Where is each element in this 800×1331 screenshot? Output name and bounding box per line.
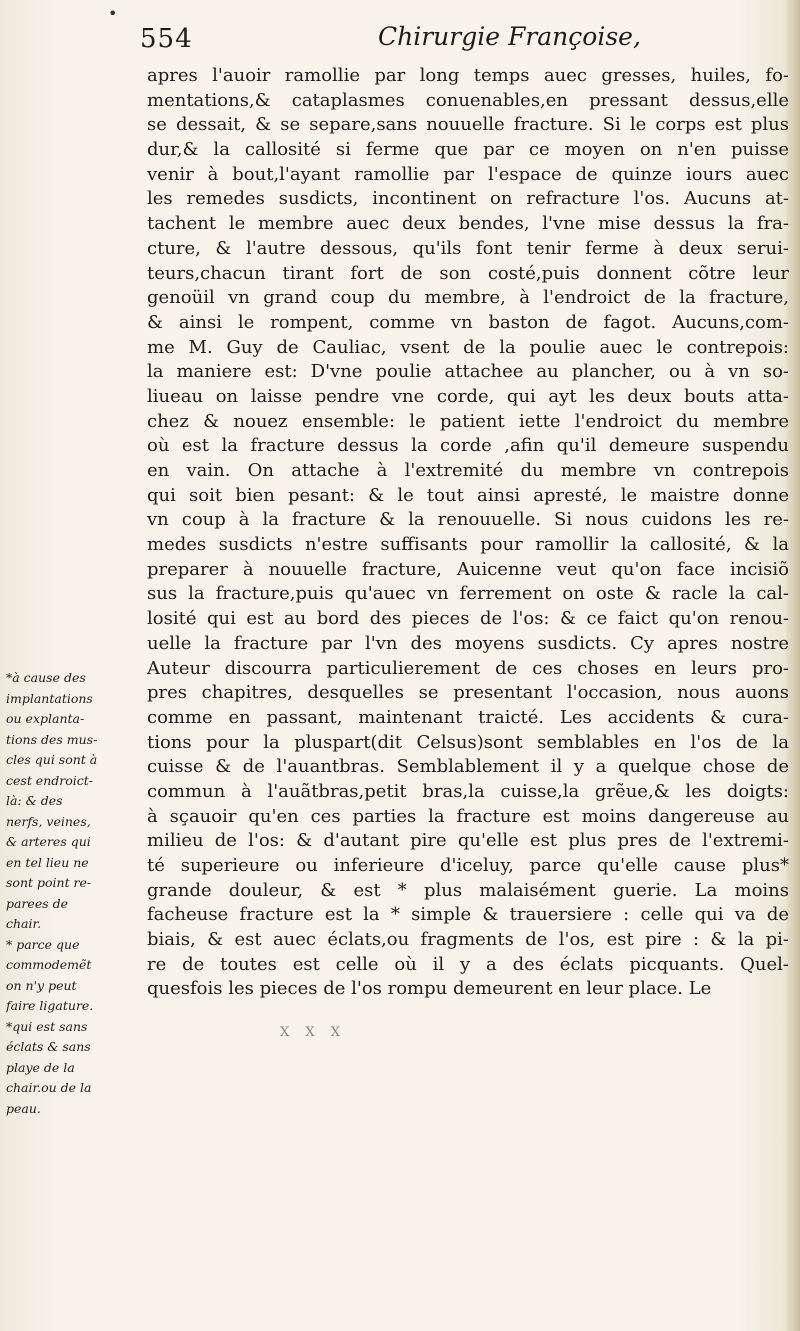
margin-note-line: peau. [6,1100,41,1116]
text-line: tachent le membre auec deux bendes, l'vne mise dessus la fra- [147,213,789,235]
text-line: apres l'auoir ramollie par long temps auec gresses, huiles, fo- [147,65,789,86]
text-line: en vain. On attache à l'extremité du membre vn contrepois [147,460,789,481]
margin-note-line: cest endroict- [6,772,94,788]
margin-note-line: implantations [6,690,93,706]
text-line: où est la fracture dessus la corde ,afin qu'il demeure suspendu [147,435,789,457]
text-line: liueau on laisse pendre vne corde, qui ayt les deux bouts atta- [147,385,789,407]
margin-note-line: chair.ou de la [6,1080,92,1095]
text-line: & ainsi le rompent, comme vn baston de fagot. Aucuns,com- [147,311,789,333]
text-line: vn coup à la fracture & la renouuelle. Si nous cuidons les re- [147,509,789,531]
margin-note-line: éclats & sans [6,1039,91,1054]
text-line: me M. Guy de Cauliac, vsent de la poulie auec le contrepois: [147,336,789,358]
text-line: Auteur discourra particulierement de ces choses en leurs pro- [147,657,789,679]
margin-note-line: parees de [6,895,69,911]
text-line: preparer à nouuelle fracture, Auicenne veut qu'on face incisiõ [147,558,789,580]
margin-note-line: playe de la [6,1059,75,1075]
text-line: se dessait, & se separe,sans nouuelle fracture. Si le corps est plus [147,114,789,136]
text-line: cuisse & de l'auantbras. Semblablement il y a quelque chose de [147,756,789,778]
text-line: genoüil vn grand coup du membre, à l'endroict de la fracture, [147,287,789,309]
text-line: comme en passant, maintenant traicté. Les accidents & cura- [147,706,789,728]
margin-note-line: faire ligature. [6,998,94,1013]
margin-note-line: commodemẽt [6,957,92,972]
margin-notes [6,668,146,1119]
text-line: teurs,chacun tirant fort de son costé,puis donnent cõtre leur [147,262,789,284]
text-line: pres chapitres, desquelles se presentant l'occasion, nous auons [147,682,789,704]
text-line: facheuse fracture est la * simple & trauersiere : celle qui va de [147,904,789,926]
text-line: tions pour la pluspart(dit Celsus)sont semblables en l'os de la [147,731,789,753]
margin-note-line: nerfs, veines, [6,813,91,829]
margin-note-line: *qui est sans [6,1018,88,1034]
page-header [140,8,790,60]
text-line: cture, & l'autre dessous, qu'ils font tenir ferme à deux serui- [147,237,789,259]
text-line: venir à bout,l'ayant ramollie par l'espace de quinze iours auec [147,163,789,185]
text-line: re de toutes est celle où il y a des éclats picquants. Quel- [147,953,789,975]
text-line: mentations,& cataplasmes conuenables,en pressant dessus,elle [147,89,789,111]
text-line: sus la fracture,puis qu'auec vn ferrement on oste & racle la cal- [147,583,789,605]
main-text-column [147,64,789,1002]
text-line: uelle la fracture par l'vn des moyens susdicts. Cy apres nostre [147,632,789,654]
text-line: qui soit bien pesant: & le tout ainsi apresté, le maistre donne [147,484,789,506]
margin-note-line: en tel lieu ne [6,854,89,870]
text-line: à sçauoir qu'en ces parties la fracture est moins dangereuse au [147,805,789,827]
text-line: la maniere est: D'vne poulie attachee au plancher, ou à vn so- [147,361,789,383]
margin-note-line: on n'y peut [6,977,77,993]
text-line: losité qui est au bord des pieces de l'os: & ce faict qu'on renou- [147,608,789,630]
running-title: Chirurgie Françoise, [378,22,641,51]
text-line: les remedes susdicts, incontinent on refracture l'os. Aucuns at- [147,188,789,210]
text-line: chez & nouez ensemble: le patient iette l'endroict du membre [147,410,789,432]
margin-note-line: * parce que [6,936,80,952]
margin-note-line: *à cause des [6,670,86,685]
text-line: biais, & est auec éclats,ou fragments de l'os, est pire : & la pi- [147,929,789,951]
margin-note-line: chair. [6,916,42,931]
margin-note-line: sont point re- [6,875,92,890]
text-line: commun à l'auãtbras,petit bras,la cuisse,la grẽue,& les doigts: [147,780,789,802]
text-line: medes susdicts n'estre suffisants pour ramollir la callosité, & la [147,534,789,556]
margin-note-line: là: & des [6,793,63,808]
margin-note-line: tions des mus- [6,731,98,747]
page-number: 554 [140,24,193,54]
text-line: milieu de l'os: & d'autant pire qu'elle est plus pres de l'extremi- [147,830,789,852]
margin-note-line: & arteres qui [6,834,91,849]
text-line: té superieure ou inferieure d'iceluy, parce qu'elle cause plus* [147,855,789,876]
signature-mark: X X X [280,1025,347,1040]
margin-note-line: cles qui sont à [6,752,98,767]
text-line: quesfois les pieces de l'os rompu demeurent en leur place. Le [147,978,712,1000]
text-line: dur,& la callosité si ferme que par ce moyen on n'en puisse [147,139,789,161]
ink-mark: • [108,4,118,23]
margin-note-line: ou explanta- [6,711,85,726]
text-line: grande douleur, & est * plus malaisément guerie. La moins [147,879,789,901]
